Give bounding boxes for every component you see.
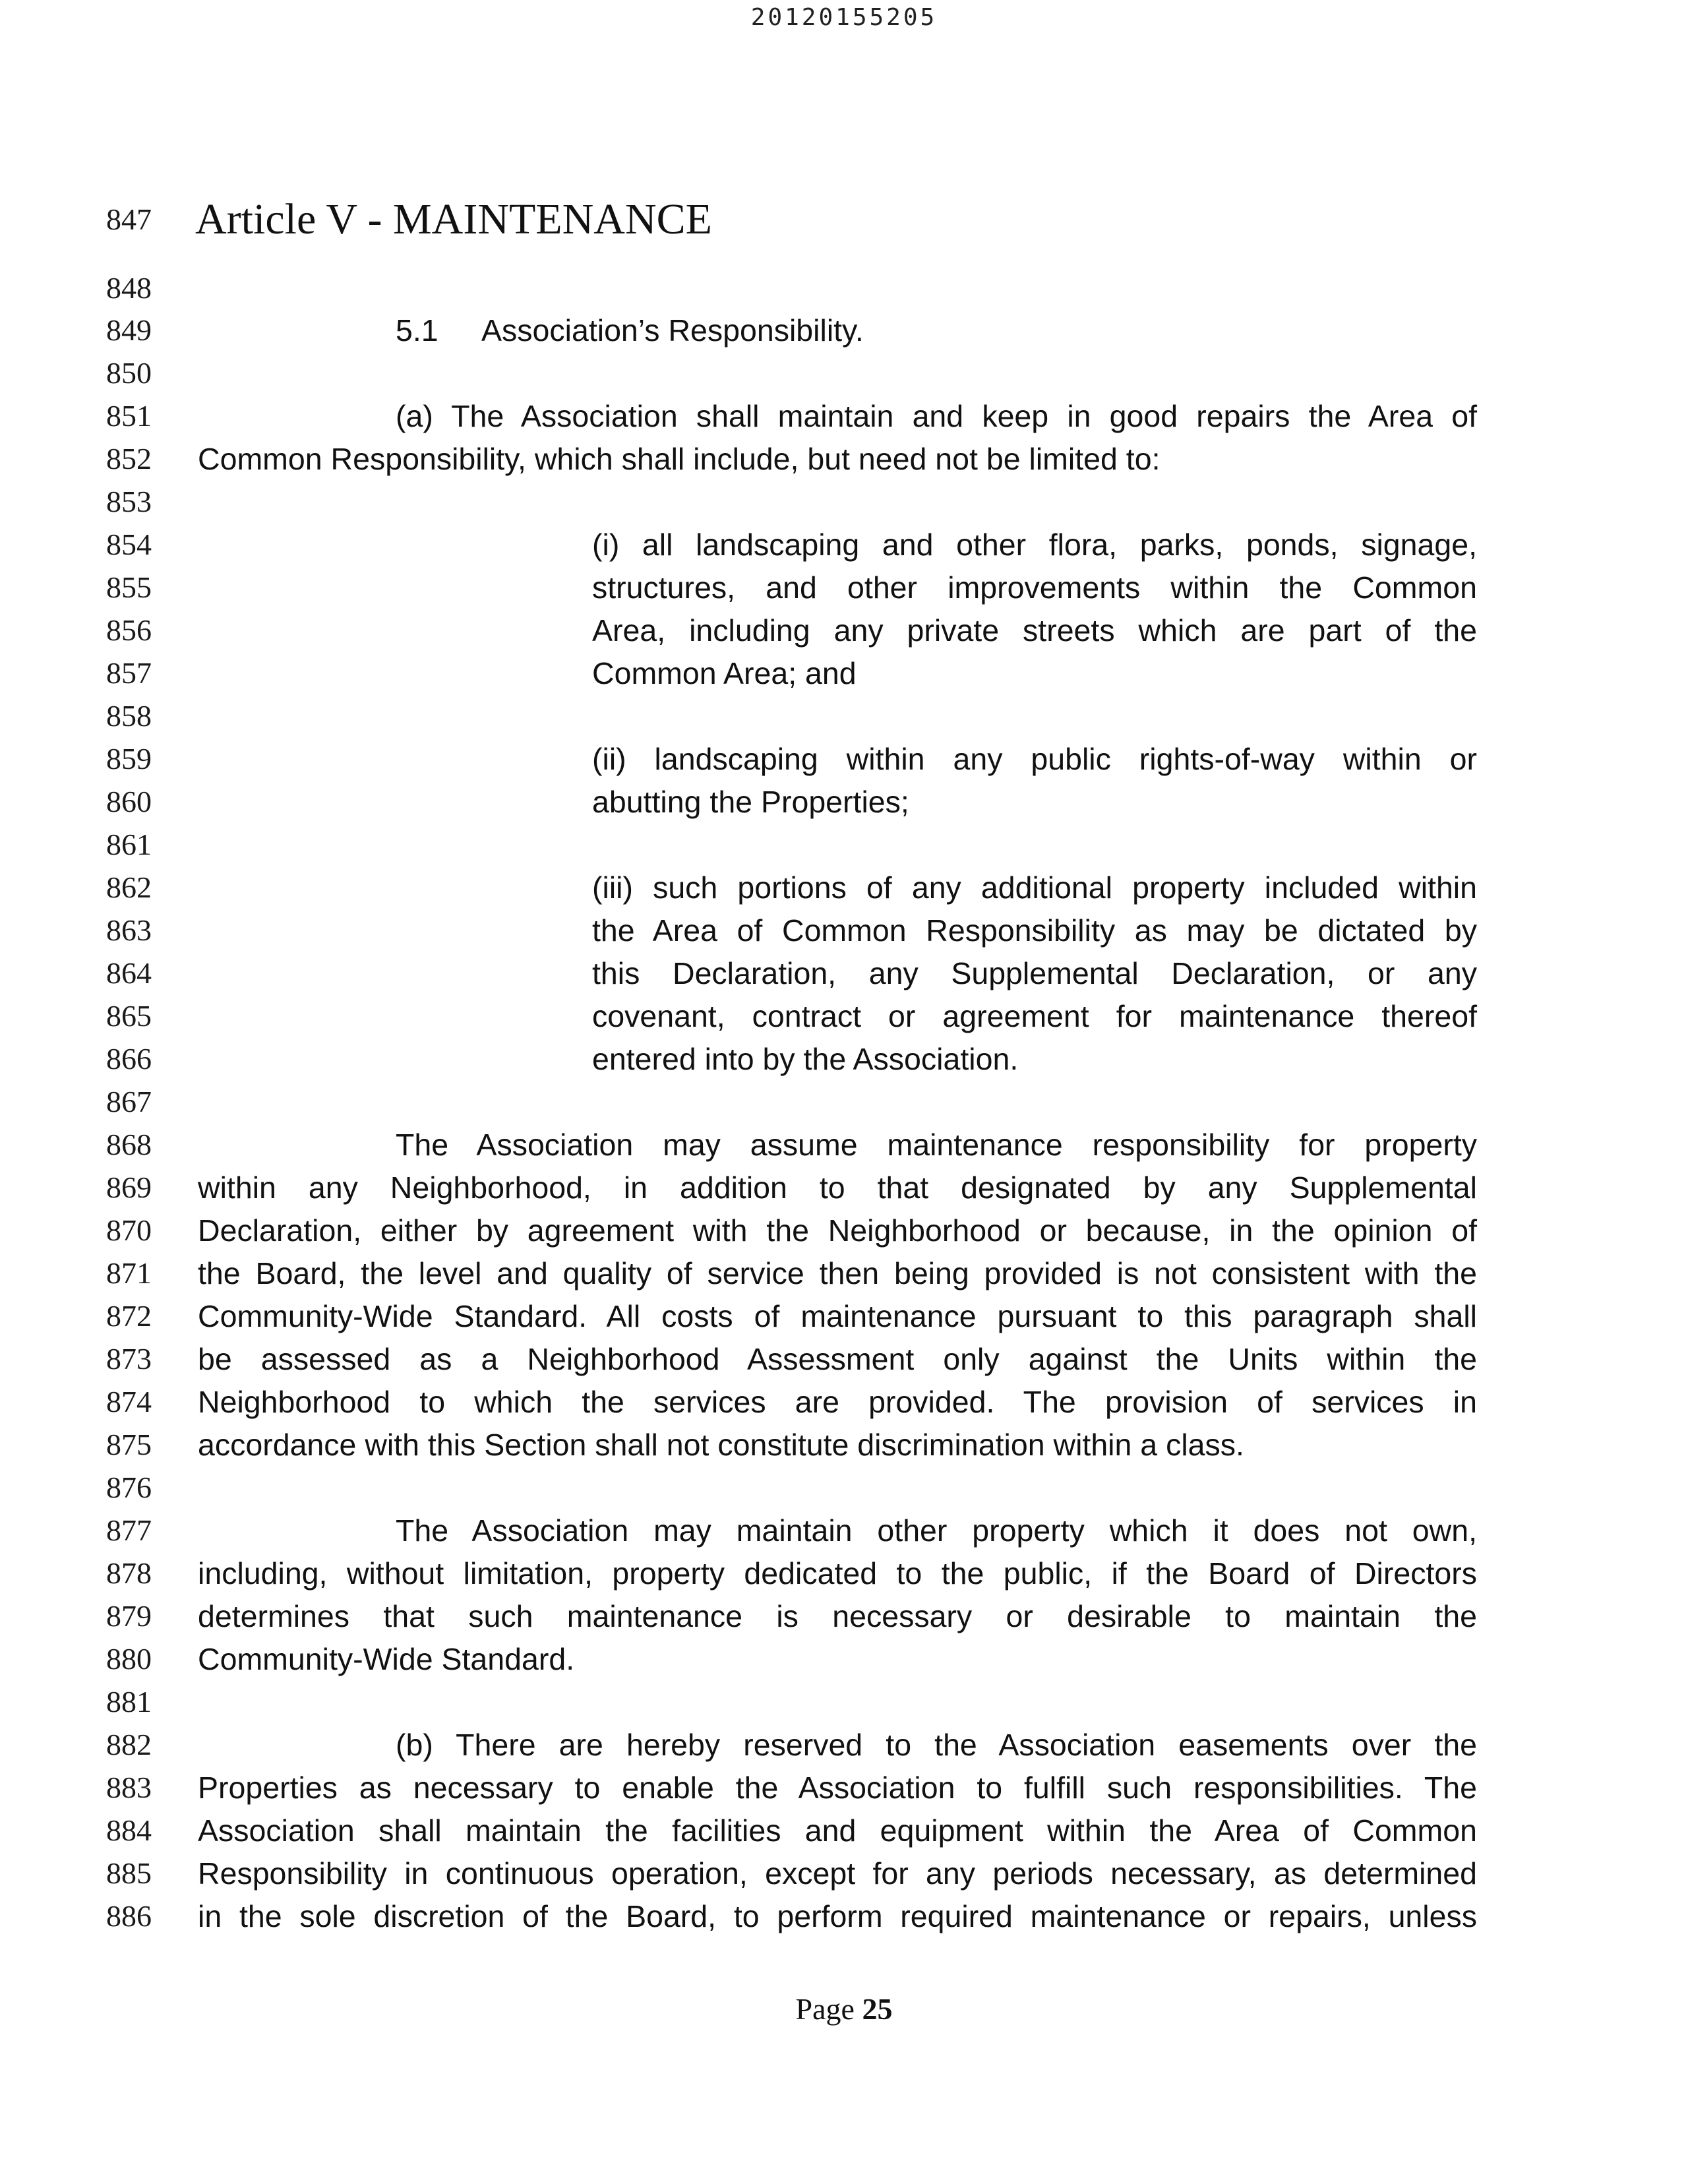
item-i-line: Area, including any private streets which are part of the (592, 613, 1477, 648)
paragraph-a-line: (a) The Association shall maintain and keep in good repairs the Area of (396, 399, 1477, 433)
paragraph-b-line: Responsibility in continuous operation, except for any periods necessary, as determined (198, 1856, 1477, 1891)
line-number: 861 (106, 828, 152, 861)
item-i-line: (i) all landscaping and other flora, parks, ponds, signage, (592, 528, 1477, 562)
paragraph-3-line: The Association may maintain other property which it does not own, (396, 1513, 1477, 1548)
paragraph-2-line: within any Neighborhood, in addition to that designated by any Supplemental (198, 1170, 1477, 1205)
item-iii-line: the Area of Common Responsibility as may be dictated by (592, 913, 1477, 948)
line-number: 874 (106, 1385, 152, 1418)
line-number: 865 (106, 999, 152, 1033)
line-number: 863 (106, 913, 152, 947)
document-number: 20120155205 (750, 4, 938, 31)
line-number: 854 (106, 528, 152, 561)
line-number: 883 (106, 1771, 152, 1804)
item-ii-line: (ii) landscaping within any public rights-of-way within or (592, 742, 1477, 776)
line-number: 856 (106, 613, 152, 647)
line-number: 851 (106, 399, 152, 433)
section-number: 5.1 (396, 313, 438, 348)
line-number: 881 (106, 1685, 152, 1718)
item-i-line: Common Area; and (592, 656, 857, 690)
item-i-line: structures, and other improvements within the Common (592, 570, 1477, 605)
line-number: 878 (106, 1556, 152, 1590)
paragraph-b-line: Association shall maintain the facilities and equipment within the Area of Common (198, 1813, 1477, 1848)
line-number: 880 (106, 1642, 152, 1676)
line-number: 873 (106, 1342, 152, 1376)
line-number: 859 (106, 742, 152, 775)
line-number: 860 (106, 785, 152, 818)
item-ii-line: abutting the Properties; (592, 785, 909, 819)
line-number: 850 (106, 356, 152, 390)
line-number: 886 (106, 1899, 152, 1933)
paragraph-3-line: determines that such maintenance is necessary or desirable to maintain the (198, 1599, 1477, 1633)
line-number: 868 (106, 1128, 152, 1161)
line-number: 871 (106, 1256, 152, 1290)
line-number: 884 (106, 1813, 152, 1847)
line-number: 857 (106, 656, 152, 690)
paragraph-2-line: Community-Wide Standard. All costs of maintenance pursuant to this paragraph shall (198, 1299, 1477, 1333)
page-number: 25 (862, 1992, 893, 2026)
page-footer (0, 1991, 1688, 2026)
line-number: 872 (106, 1299, 152, 1333)
line-number: 855 (106, 570, 152, 604)
line-number: 848 (106, 271, 152, 305)
line-number: 869 (106, 1170, 152, 1204)
paragraph-3-line: including, without limitation, property dedicated to the public, if the Board of Directors (198, 1556, 1477, 1591)
line-number: 875 (106, 1428, 152, 1461)
line-number: 879 (106, 1599, 152, 1633)
section-title: Association’s Responsibility. (481, 313, 864, 348)
line-number: 849 (106, 313, 152, 347)
line-number: 867 (106, 1085, 152, 1118)
paragraph-3-line: Community-Wide Standard. (198, 1642, 575, 1676)
page-label: Page (795, 1992, 855, 2026)
line-number: 866 (106, 1042, 152, 1076)
paragraph-2-line: Neighborhood to which the services are provided. The provision of services in (198, 1385, 1477, 1419)
paragraph-2-line: Declaration, either by agreement with the Neighborhood or because, in the opinion of (198, 1213, 1477, 1248)
paragraph-2-line: accordance with this Section shall not constitute discrimination within a class. (198, 1428, 1244, 1462)
paragraph-a-line: Common Responsibility, which shall include, but need not be limited to: (198, 442, 1160, 476)
line-number: 853 (106, 485, 152, 518)
line-number: 885 (106, 1856, 152, 1890)
line-number: 864 (106, 956, 152, 990)
paragraph-2-line: the Board, the level and quality of service then being provided is not consistent with the (198, 1256, 1477, 1290)
article-title: Article V - MAINTENANCE (195, 195, 712, 243)
item-iii-line: this Declaration, any Supplemental Declaration, or any (592, 956, 1477, 990)
line-number: 847 (106, 202, 152, 236)
paragraph-b-line: (b) There are hereby reserved to the Association easements over the (396, 1728, 1477, 1762)
line-number: 877 (106, 1513, 152, 1547)
paragraph-2-line: be assessed as a Neighborhood Assessment only against the Units within the (198, 1342, 1477, 1376)
item-iii-line: (iii) such portions of any additional property included within (592, 870, 1477, 905)
line-number: 870 (106, 1213, 152, 1247)
line-number: 876 (106, 1471, 152, 1504)
line-number: 862 (106, 870, 152, 904)
item-iii-line: entered into by the Association. (592, 1042, 1019, 1076)
line-number: 858 (106, 699, 152, 733)
paragraph-b-line: in the sole discretion of the Board, to perform required maintenance or repairs, unless (198, 1899, 1477, 1933)
line-number: 882 (106, 1728, 152, 1761)
paragraph-2-line: The Association may assume maintenance responsibility for property (396, 1128, 1477, 1162)
line-number: 852 (106, 442, 152, 475)
item-iii-line: covenant, contract or agreement for maintenance thereof (592, 999, 1477, 1033)
paragraph-b-line: Properties as necessary to enable the Association to fulfill such responsibilities. The (198, 1771, 1477, 1805)
